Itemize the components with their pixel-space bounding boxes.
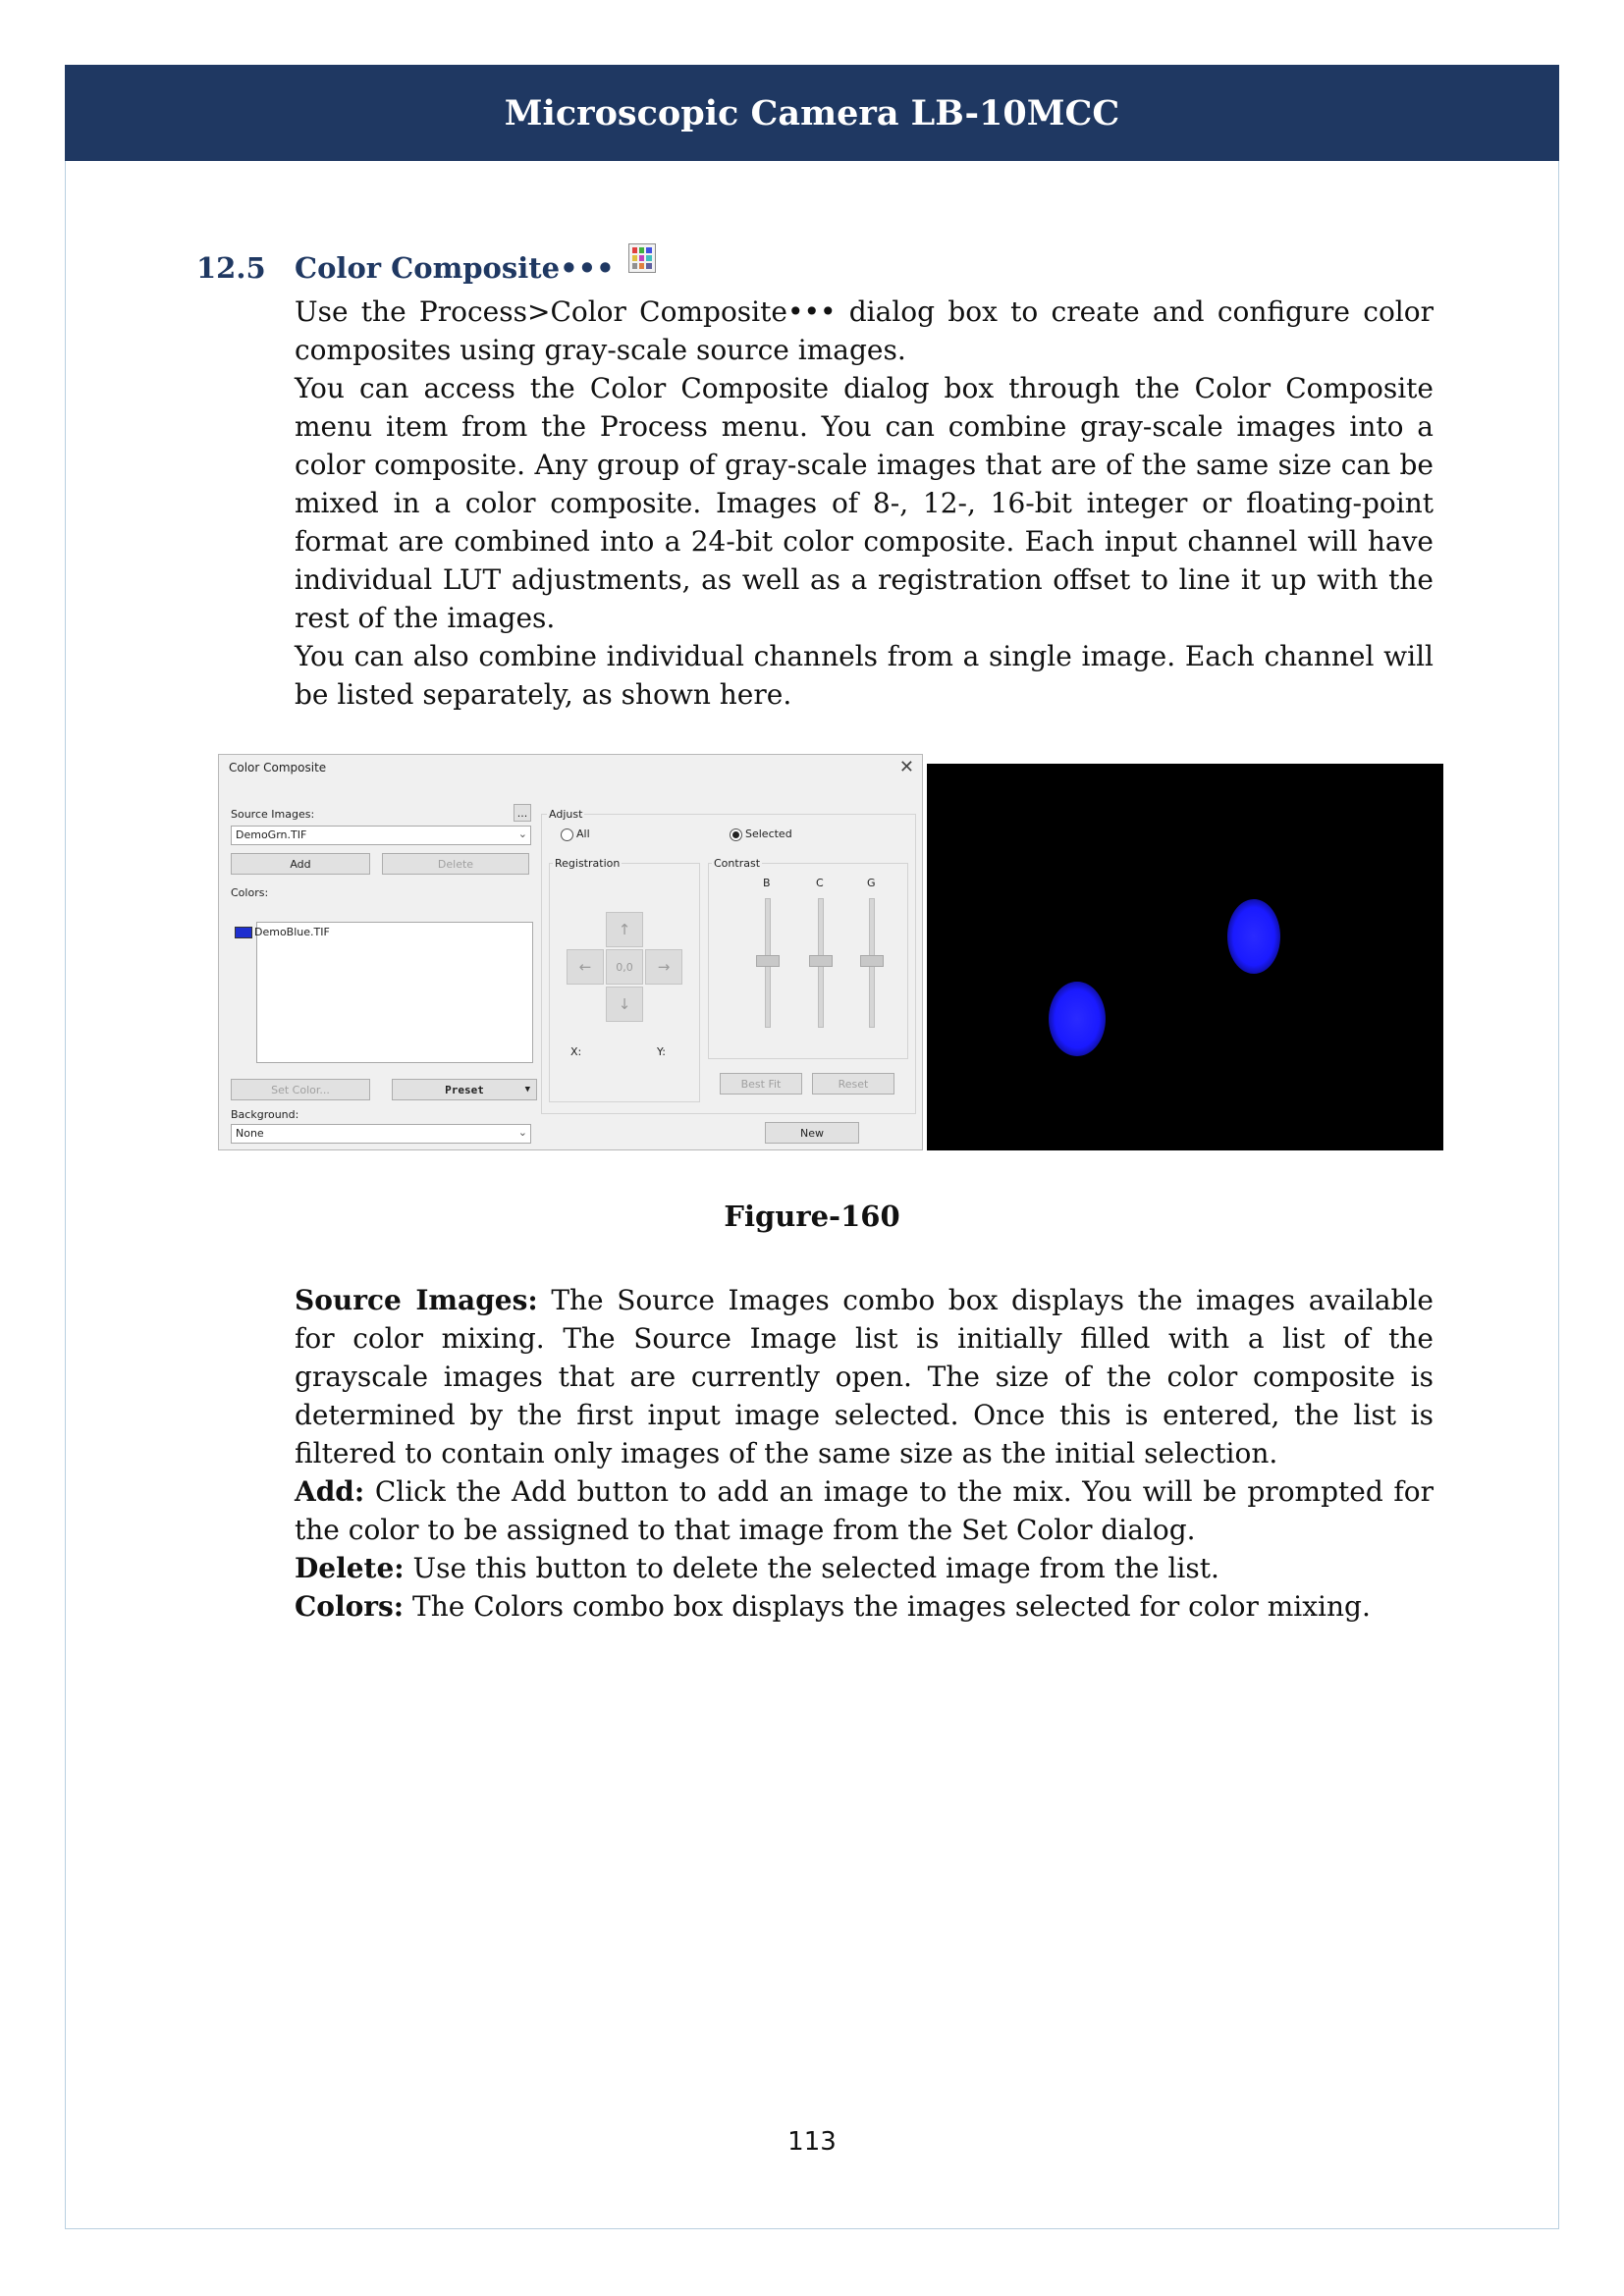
center-value: 0,0 <box>616 960 633 974</box>
registration-label: Registration <box>555 857 621 870</box>
best-fit-button[interactable]: Best Fit <box>720 1073 802 1095</box>
dropdown-arrow-icon: ▼ <box>524 1085 530 1095</box>
arrow-up-button[interactable] <box>606 912 643 947</box>
definition-text: The Colors combo box displays the images selected for color mixing. <box>404 1590 1371 1623</box>
contrast-label: Contrast <box>714 857 761 870</box>
page-header <box>65 65 1559 161</box>
definition-item <box>295 1472 1434 1549</box>
colors-list[interactable] <box>256 922 533 1063</box>
figure-160 <box>218 754 1443 1150</box>
radio-all[interactable] <box>561 828 590 841</box>
color-item[interactable]: DemoBlue.TIF <box>254 926 330 938</box>
background-combo[interactable] <box>231 1124 531 1144</box>
arrow-right-button[interactable] <box>645 949 682 985</box>
definition-term: Source Images: <box>295 1284 538 1316</box>
composite-image <box>927 764 1443 1150</box>
center-button[interactable] <box>606 949 643 985</box>
new-button[interactable]: New <box>765 1122 859 1144</box>
definitions <box>295 1281 1434 1626</box>
intro-text <box>295 293 1434 714</box>
set-color-button[interactable]: Set Color... <box>231 1079 370 1100</box>
chevron-down-icon: ⌄ <box>517 1126 527 1139</box>
reset-button[interactable]: Reset <box>812 1073 894 1095</box>
background-value: None <box>236 1127 264 1140</box>
color-swatch <box>235 927 252 938</box>
intro-paragraph: Use the Process>Color Composite••• dialog box to create and configure color composites using gray-scale source images. <box>295 295 1434 366</box>
color-composite-icon <box>628 243 656 273</box>
arrow-left-icon: ← <box>578 958 592 976</box>
definition-text: Use this button to delete the selected image from the list. <box>404 1552 1219 1584</box>
section-heading <box>295 251 656 285</box>
slider-thumb[interactable] <box>756 955 780 967</box>
colors-label: Colors: <box>231 886 269 899</box>
intro-paragraph: You can access the Color Composite dialog box through the Color Composite menu item from the Process menu. You can combine gray-scale images into a color composite. Any group of gray-scale images that are of the same size can be mixed in a color composite. Images of 8-, 12-, 16-bit integer or floating-point format are combined into a 24-bit color composite. Each input channel will have individual LUT adjustments, as well as a registration offset to line it up with the rest of the images. <box>295 372 1434 634</box>
arrow-down-icon: ↓ <box>618 995 631 1013</box>
header-title: Microscopic Camera LB-10MCC <box>504 92 1120 133</box>
radio-icon <box>561 828 573 841</box>
x-label: X: <box>570 1045 582 1058</box>
radio-selected[interactable] <box>730 828 792 841</box>
definition-text: Click the Add button to add an image to the mix. You will be prompted for the color to be assigned to that image from the Set Color dialog. <box>295 1475 1434 1546</box>
figure-caption: Figure-160 <box>724 1200 900 1233</box>
definition-item <box>295 1587 1434 1626</box>
color-composite-dialog <box>218 754 923 1150</box>
close-icon[interactable]: ✕ <box>898 757 914 777</box>
source-images-value: DemoGrn.TIF <box>236 828 307 841</box>
channel-label: G <box>867 877 876 889</box>
background-label: Background: <box>231 1108 299 1121</box>
add-button[interactable]: Add <box>231 853 370 875</box>
arrow-right-icon: → <box>657 958 671 976</box>
blue-blob <box>1049 982 1106 1056</box>
channel-label: B <box>763 877 771 889</box>
slider-thumb[interactable] <box>809 955 833 967</box>
preset-label: Preset <box>445 1083 484 1096</box>
radio-selected-icon <box>730 828 742 841</box>
section-number: 12.5 <box>196 251 266 285</box>
source-images-label: Source Images: <box>231 808 315 821</box>
blue-blob <box>1227 899 1280 974</box>
preset-button[interactable] <box>392 1079 537 1100</box>
arrow-left-button[interactable] <box>567 949 604 985</box>
adjust-label: Adjust <box>549 808 583 821</box>
slider-thumb[interactable] <box>860 955 884 967</box>
definition-term: Colors: <box>295 1590 405 1623</box>
radio-selected-label: Selected <box>745 828 792 840</box>
channel-label: C <box>816 877 824 889</box>
chevron-down-icon: ⌄ <box>517 828 527 840</box>
definition-term: Add: <box>295 1475 365 1508</box>
section-title: Color Composite••• <box>295 251 615 285</box>
intro-paragraph: You can also combine individual channels from a single image. Each channel will be listed separately, as shown here. <box>295 640 1434 711</box>
source-images-combo[interactable] <box>231 826 531 845</box>
browse-button[interactable]: ... <box>514 804 531 822</box>
y-label: Y: <box>657 1045 666 1058</box>
delete-button[interactable]: Delete <box>382 853 529 875</box>
definition-term: Delete: <box>295 1552 405 1584</box>
definition-text: The Source Images combo box displays the images available for color mixing. The Source Image list is initially filled with a list of the grayscale images that are currently open. The size of the color composite is determined by the first input image selected. Once this is entered, the list is filtered to contain only images of the same size as the initial selection. <box>295 1284 1435 1469</box>
page-number: 113 <box>787 2127 837 2157</box>
arrow-up-icon: ↑ <box>618 921 631 938</box>
definition-item <box>295 1549 1434 1587</box>
arrow-down-button[interactable] <box>606 987 643 1022</box>
radio-all-label: All <box>576 828 590 840</box>
definition-item <box>295 1281 1434 1472</box>
dialog-title: Color Composite <box>229 761 327 774</box>
